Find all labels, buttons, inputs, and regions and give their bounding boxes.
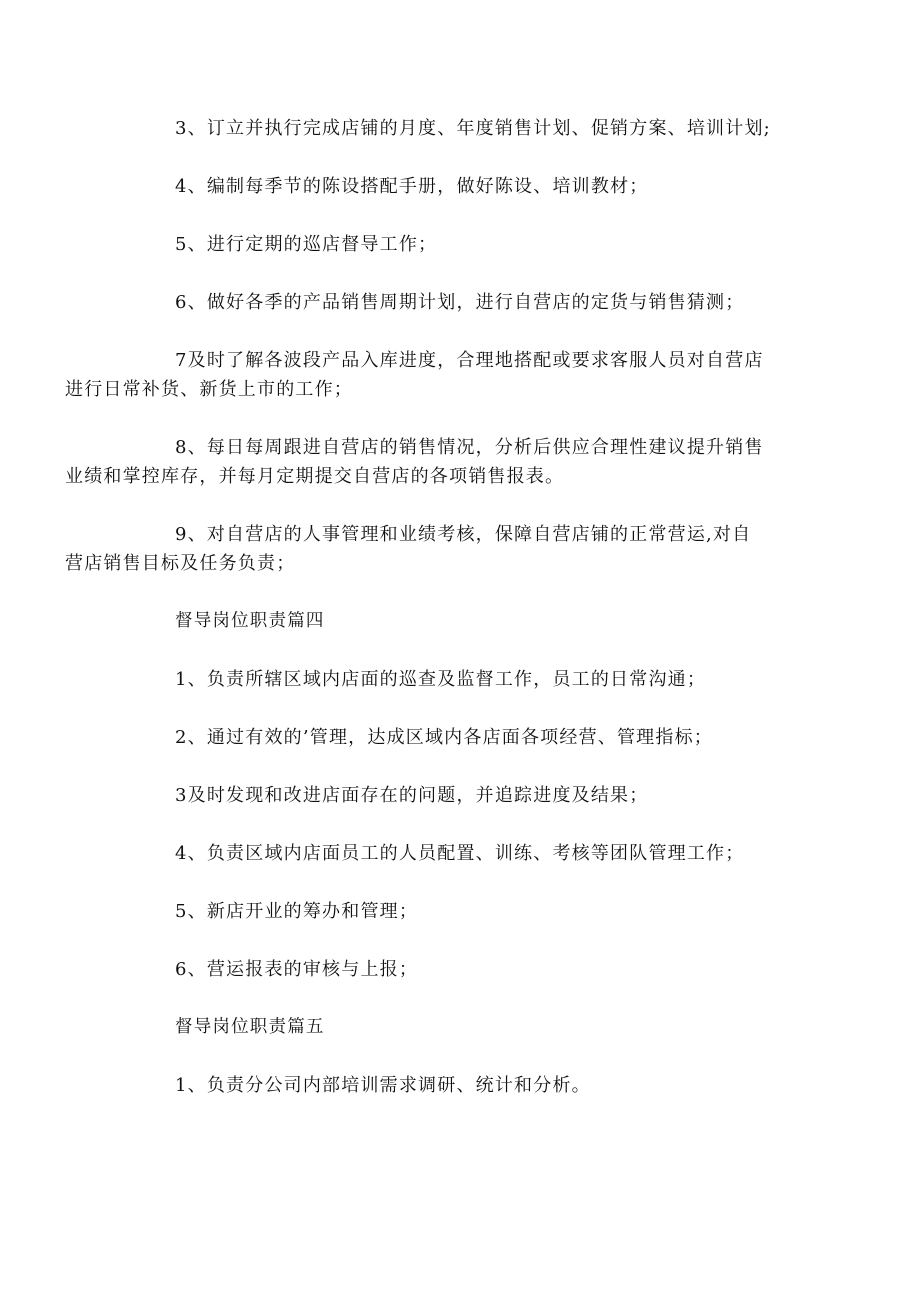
heading-text: 督导岗位职责篇四: [175, 611, 325, 631]
paragraph-item-8-sales-tracking: [65, 433, 795, 491]
paragraph-item-3-problems: [175, 781, 795, 810]
paragraph-line-continued: 业绩和掌控库存，并每月定期提交自营店的各项销售报表。: [65, 466, 565, 487]
paragraph-line: 6、做好各季的产品销售周期计划，进行自营店的定货与销售猜测；: [175, 292, 745, 313]
paragraph-item-3-plan: [175, 114, 795, 143]
paragraph-item-5-new-store: [175, 897, 795, 926]
paragraph-line: 2、通过有效的’管理，达成区域内各店面各项经营、管理指标；: [175, 727, 713, 748]
paragraph-line: 7及时了解各波段产品入库进度，合理地搭配或要求客服人员对自营店: [175, 350, 764, 371]
paragraph-line: 9、对自营店的人事管理和业绩考核，保障自营店铺的正常营运,对自: [175, 524, 752, 545]
paragraph-line: 1、负责分公司内部培训需求调研、统计和分析。: [175, 1075, 591, 1096]
paragraph-item-2-management: [175, 723, 795, 752]
paragraph-item-7-inventory: [65, 346, 795, 404]
paragraph-item-1-training-needs: [175, 1071, 795, 1100]
paragraph-item-6-reports: [175, 955, 795, 984]
paragraph-line-continued: 进行日常补货、新货上市的工作；: [65, 379, 353, 400]
paragraph-line: 5、进行定期的巡店督导工作；: [175, 234, 438, 255]
document-body: [65, 114, 795, 1129]
paragraph-line: 5、新店开业的筹办和管理；: [175, 901, 419, 922]
section-heading-part-four: [175, 607, 795, 636]
paragraph-line: 8、每日每周跟进自营店的销售情况，分析后供应合理性建议提升销售: [175, 437, 764, 458]
section-heading-part-five: [175, 1013, 795, 1042]
paragraph-item-9-personnel: [65, 520, 795, 578]
heading-text: 督导岗位职责篇五: [175, 1017, 325, 1037]
paragraph-line-continued: 营店销售目标及任务负责；: [65, 553, 296, 574]
paragraph-line: 4、负责区域内店面员工的人员配置、训练、考核等团队管理工作；: [175, 843, 745, 864]
paragraph-item-4-display-manual: [175, 172, 795, 201]
paragraph-line: 1、负责所辖区域内店面的巡查及监督工作，员工的日常沟通；: [175, 669, 707, 690]
paragraph-item-1-inspection: [175, 665, 795, 694]
paragraph-line: 4、编制每季节的陈设搭配手册，做好陈设、培训教材；: [175, 176, 649, 197]
paragraph-line: 3及时发现和改进店面存在的问题，并追踪进度及结果；: [175, 785, 649, 806]
paragraph-item-6-sales-cycle: [175, 288, 795, 317]
paragraph-item-5-store-inspection: [175, 230, 795, 259]
paragraph-line: 6、营运报表的审核与上报；: [175, 959, 419, 980]
paragraph-line: 3、订立并执行完成店铺的月度、年度销售计划、促销方案、培训计划;: [175, 118, 771, 139]
paragraph-item-4-team: [175, 839, 795, 868]
